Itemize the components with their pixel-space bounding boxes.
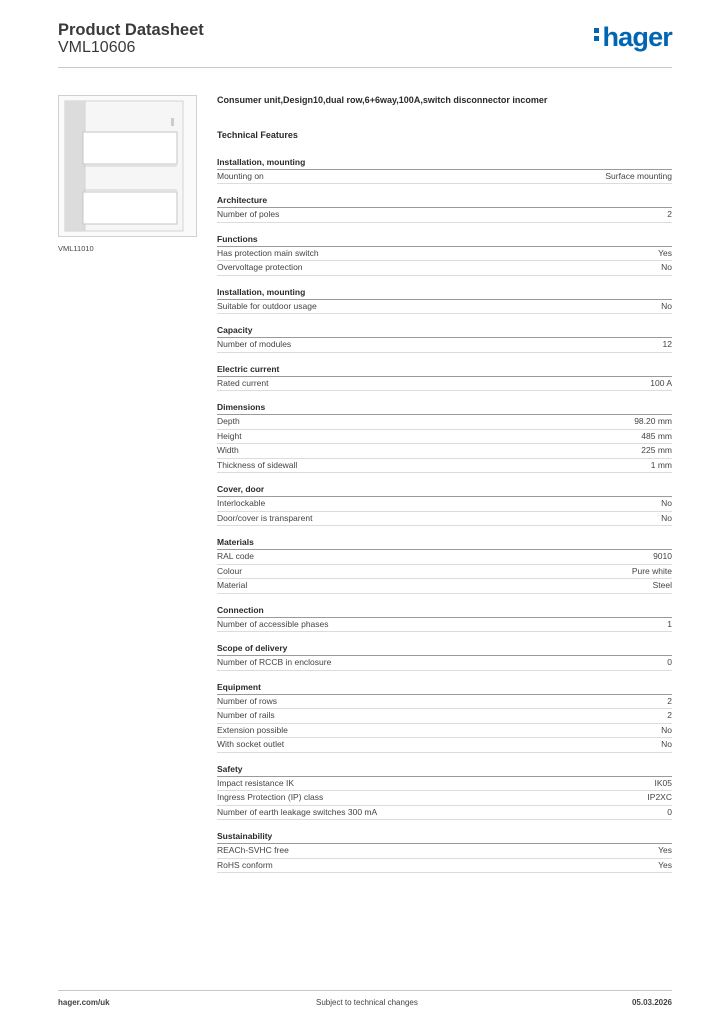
feature-value: Yes	[658, 859, 672, 870]
feature-section	[217, 286, 672, 315]
feature-value: IK05	[654, 777, 672, 788]
feature-label: Depth	[217, 416, 240, 426]
feature-row	[217, 300, 672, 315]
feature-label: Number of earth leakage switches 300 mA	[217, 806, 378, 817]
section-title: Materials	[217, 536, 672, 550]
feature-section	[217, 194, 672, 223]
feature-label: Suitable for outdoor usage	[217, 300, 317, 311]
page-title: Product Datasheet	[58, 21, 204, 39]
feature-value: 2	[667, 209, 672, 219]
feature-row	[217, 261, 672, 276]
feature-label: Height	[217, 430, 242, 441]
feature-row	[217, 738, 672, 753]
feature-section	[217, 233, 672, 276]
feature-sections	[217, 156, 672, 874]
feature-row	[217, 709, 672, 724]
feature-label: Number of accessible phases	[217, 618, 329, 629]
feature-row	[217, 497, 672, 512]
feature-row	[217, 338, 672, 353]
section-title: Sustainability	[217, 830, 672, 844]
feature-label: Number of RCCB in enclosure	[217, 657, 332, 667]
feature-label: Impact resistance IK	[217, 777, 295, 788]
feature-label: With socket outlet	[217, 739, 285, 749]
feature-label: Extension possible	[217, 724, 288, 735]
feature-value: IP2XC	[647, 792, 672, 802]
feature-value: No	[661, 512, 672, 523]
feature-row	[217, 806, 672, 821]
section-title: Functions	[217, 233, 672, 247]
feature-row	[217, 208, 672, 223]
header-divider	[58, 67, 672, 68]
section-title: Equipment	[217, 681, 672, 695]
feature-row	[217, 777, 672, 792]
feature-label: Thickness of sidewall	[217, 459, 298, 470]
feature-label: Material	[217, 580, 248, 590]
feature-value: 2	[667, 710, 672, 720]
feature-row	[217, 415, 672, 430]
feature-value: No	[661, 724, 672, 735]
section-title: Cover, door	[217, 483, 672, 497]
brand-logo	[594, 24, 672, 51]
feature-value: Steel	[652, 580, 672, 590]
feature-label: Colour	[217, 565, 243, 576]
section-title: Safety	[217, 763, 672, 777]
feature-section	[217, 363, 672, 392]
feature-row	[217, 844, 672, 859]
feature-value: No	[661, 300, 672, 311]
feature-row	[217, 247, 672, 262]
feature-value: 0	[667, 657, 672, 667]
feature-label: RoHS conform	[217, 859, 273, 870]
image-caption: VML11010	[58, 244, 94, 253]
section-title: Scope of delivery	[217, 642, 672, 656]
feature-value: Yes	[658, 247, 672, 258]
product-description: Consumer unit,Design10,dual row,6+6way,100A,switch disconnector incomer	[217, 95, 548, 105]
feature-section	[217, 483, 672, 526]
feature-label: REACh-SVHC free	[217, 845, 289, 855]
feature-row	[217, 430, 672, 445]
feature-value: 2	[667, 695, 672, 706]
feature-label: Width	[217, 445, 239, 455]
section-title: Installation, mounting	[217, 286, 672, 300]
feature-section	[217, 324, 672, 353]
feature-section	[217, 401, 672, 473]
feature-value: 98.20 mm	[634, 416, 672, 426]
feature-section	[217, 536, 672, 594]
feature-label: Number of rails	[217, 710, 275, 720]
feature-label: Number of modules	[217, 339, 292, 349]
feature-label: Door/cover is transparent	[217, 512, 313, 523]
feature-section	[217, 604, 672, 633]
feature-row	[217, 565, 672, 580]
feature-row	[217, 724, 672, 739]
footer-notice: Subject to technical changes	[316, 998, 418, 1007]
feature-row	[217, 459, 672, 474]
footer-divider	[58, 990, 672, 991]
feature-row	[217, 791, 672, 806]
feature-value: 485 mm	[641, 430, 672, 441]
feature-value: 100 A	[650, 377, 672, 388]
footer-website: hager.com/uk	[58, 998, 110, 1007]
section-title: Dimensions	[217, 401, 672, 415]
section-title: Installation, mounting	[217, 156, 672, 170]
section-title: Capacity	[217, 324, 672, 338]
feature-value: 225 mm	[641, 445, 672, 455]
logo-dots-icon	[594, 25, 600, 44]
feature-value: 1 mm	[650, 459, 672, 470]
section-title: Connection	[217, 604, 672, 618]
feature-section	[217, 156, 672, 185]
section-title: Electric current	[217, 363, 672, 377]
feature-row	[217, 579, 672, 594]
feature-row	[217, 512, 672, 527]
feature-label: Has protection main switch	[217, 247, 319, 258]
feature-value: 9010	[653, 551, 672, 561]
consumer-unit-illustration	[59, 96, 196, 236]
feature-value: No	[661, 739, 672, 749]
feature-value: 12	[662, 339, 672, 349]
brand-name: hager	[602, 22, 672, 52]
feature-section	[217, 830, 672, 873]
product-image	[58, 95, 197, 237]
feature-label: Rated current	[217, 377, 269, 388]
feature-row	[217, 444, 672, 459]
feature-value: Pure white	[631, 565, 672, 576]
footer-date: 05.03.2026	[631, 998, 672, 1007]
feature-section	[217, 763, 672, 821]
feature-value: Surface mounting	[605, 170, 672, 181]
feature-row	[217, 170, 672, 185]
feature-row	[217, 859, 672, 874]
feature-row	[217, 550, 672, 565]
feature-row	[217, 656, 672, 671]
feature-label: Interlockable	[217, 498, 266, 508]
feature-value: 1	[667, 618, 672, 629]
feature-label: Overvoltage protection	[217, 262, 303, 272]
section-title: Architecture	[217, 194, 672, 208]
feature-value: No	[661, 262, 672, 272]
feature-section	[217, 681, 672, 753]
feature-label: Ingress Protection (IP) class	[217, 792, 324, 802]
feature-value: No	[661, 498, 672, 508]
feature-row	[217, 695, 672, 710]
feature-section	[217, 642, 672, 671]
features-heading: Technical Features	[217, 130, 298, 140]
feature-value: Yes	[658, 845, 672, 855]
feature-row	[217, 377, 672, 392]
datasheet-content	[217, 94, 672, 883]
feature-label: Mounting on	[217, 170, 264, 181]
feature-row	[217, 618, 672, 633]
product-code: VML10606	[58, 39, 136, 56]
feature-value: 0	[667, 806, 672, 817]
feature-label: Number of poles	[217, 209, 280, 219]
feature-label: RAL code	[217, 551, 255, 561]
feature-label: Number of rows	[217, 695, 277, 706]
